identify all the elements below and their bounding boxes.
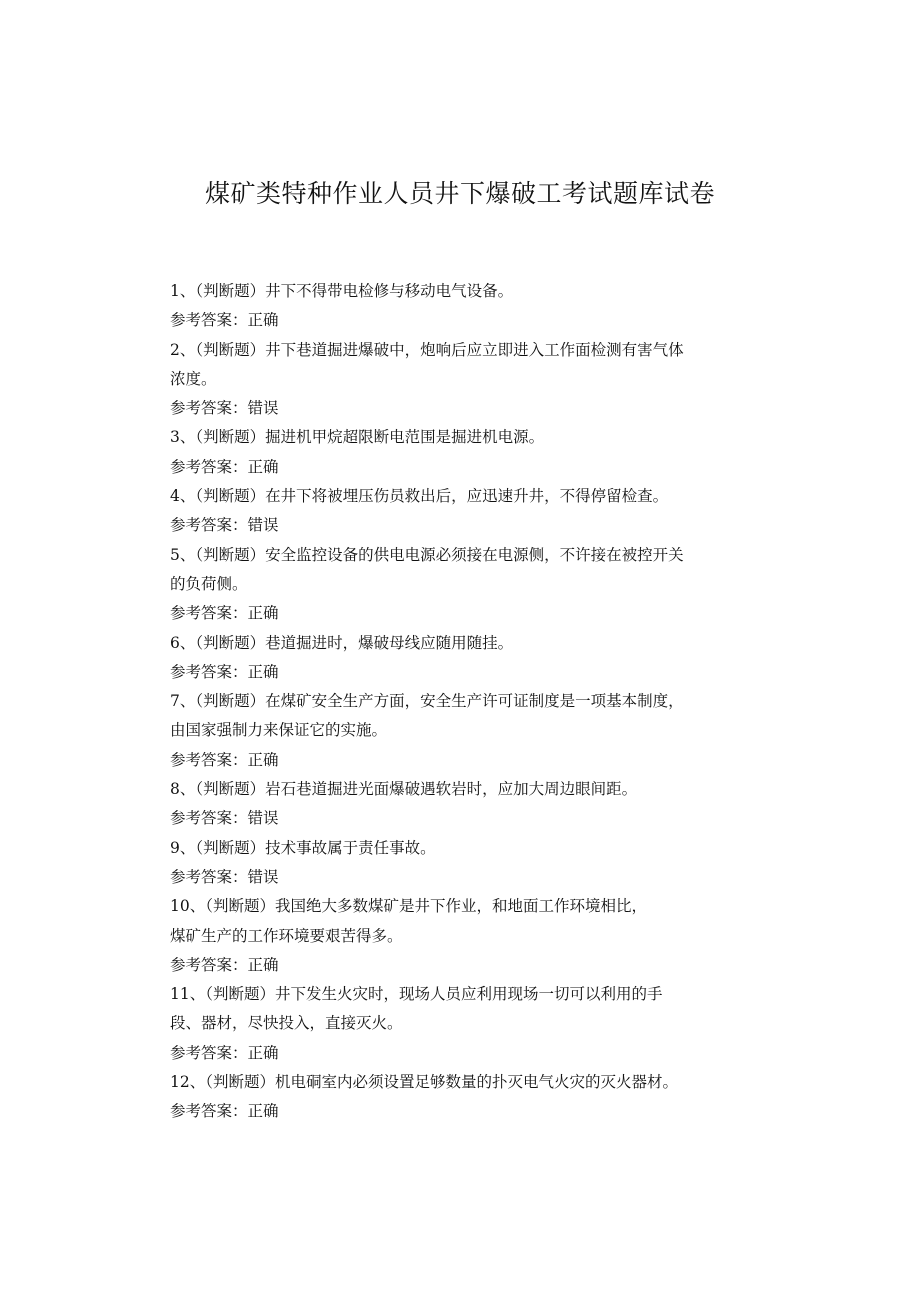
question-text-line: 7、（判断题）在煤矿安全生产方面，安全生产许可证制度是一项基本制度， <box>170 692 684 711</box>
question-text-line: 1、（判断题）井下不得带电检修与移动电气设备。 <box>170 282 514 300</box>
answer-line: 参考答案：正确 <box>170 662 279 681</box>
question-text-line: 段、器材，尽快投入，直接灭火。 <box>170 1014 403 1033</box>
question-item <box>170 687 750 775</box>
answer-line: 参考答案：错误 <box>170 809 279 828</box>
answer-line: 参考答案：正确 <box>170 1102 279 1121</box>
question-item <box>170 482 750 541</box>
question-text-line: 10、（判断题）我国绝大多数煤矿是井下作业，和地面工作环境相比， <box>170 897 647 916</box>
answer-line: 参考答案：错误 <box>170 399 279 418</box>
question-text-line: 浓度。 <box>170 369 217 388</box>
question-text-line: 11、（判断题）井下发生火灾时，现场人员应利用现场一切可以利用的手 <box>170 985 663 1004</box>
answer-line: 参考答案：正确 <box>170 457 279 476</box>
question-item <box>170 834 750 893</box>
answer-line: 参考答案：正确 <box>170 311 279 330</box>
answer-line: 参考答案：错误 <box>170 516 279 535</box>
question-text-line: 9、（判断题）技术事故属于责任事故。 <box>170 838 436 857</box>
question-item <box>170 541 750 629</box>
question-text-line: 2、（判断题）井下巷道掘进爆破中，炮响后应立即进入工作面检测有害气体 <box>170 340 684 359</box>
question-item <box>170 775 750 834</box>
answer-line: 参考答案：正确 <box>170 955 279 974</box>
question-item <box>170 277 750 336</box>
question-item <box>170 892 750 980</box>
question-item <box>170 629 750 688</box>
question-text-line: 6、（判断题）巷道掘进时，爆破母线应随用随挂。 <box>170 633 514 652</box>
question-text-line: 4、（判断题）在井下将被埋压伤员救出后，应迅速升井，不得停留检查。 <box>170 487 669 506</box>
page-title: 煤矿类特种作业人员井下爆破工考试题库试卷 <box>204 179 715 208</box>
question-text-line: 3、（判断题）掘进机甲烷超限断电范围是掘进机电源。 <box>170 428 545 447</box>
question-text-line: 5、（判断题）安全监控设备的供电电源必须接在电源侧，不许接在被控开关 <box>170 545 684 564</box>
answer-line: 参考答案：正确 <box>170 604 279 623</box>
question-item <box>170 423 750 482</box>
question-list <box>170 277 750 1127</box>
question-text-line: 12、（判断题）机电硐室内必须设置足够数量的扑灭电气火灾的灭火器材。 <box>170 1073 678 1092</box>
question-text-line: 的负荷侧。 <box>170 574 248 593</box>
question-text-line: 8、（判断题）岩石巷道掘进光面爆破遇软岩时，应加大周边眼间距。 <box>170 780 638 799</box>
question-item <box>170 1068 750 1127</box>
answer-line: 参考答案：正确 <box>170 1043 279 1062</box>
question-text-line: 煤矿生产的工作环境要艰苦得多。 <box>170 926 403 945</box>
question-item <box>170 980 750 1068</box>
question-text-line: 由国家强制力来保证它的实施。 <box>170 721 388 740</box>
question-item <box>170 336 750 424</box>
answer-line: 参考答案：错误 <box>170 867 279 886</box>
answer-line: 参考答案：正确 <box>170 750 279 769</box>
